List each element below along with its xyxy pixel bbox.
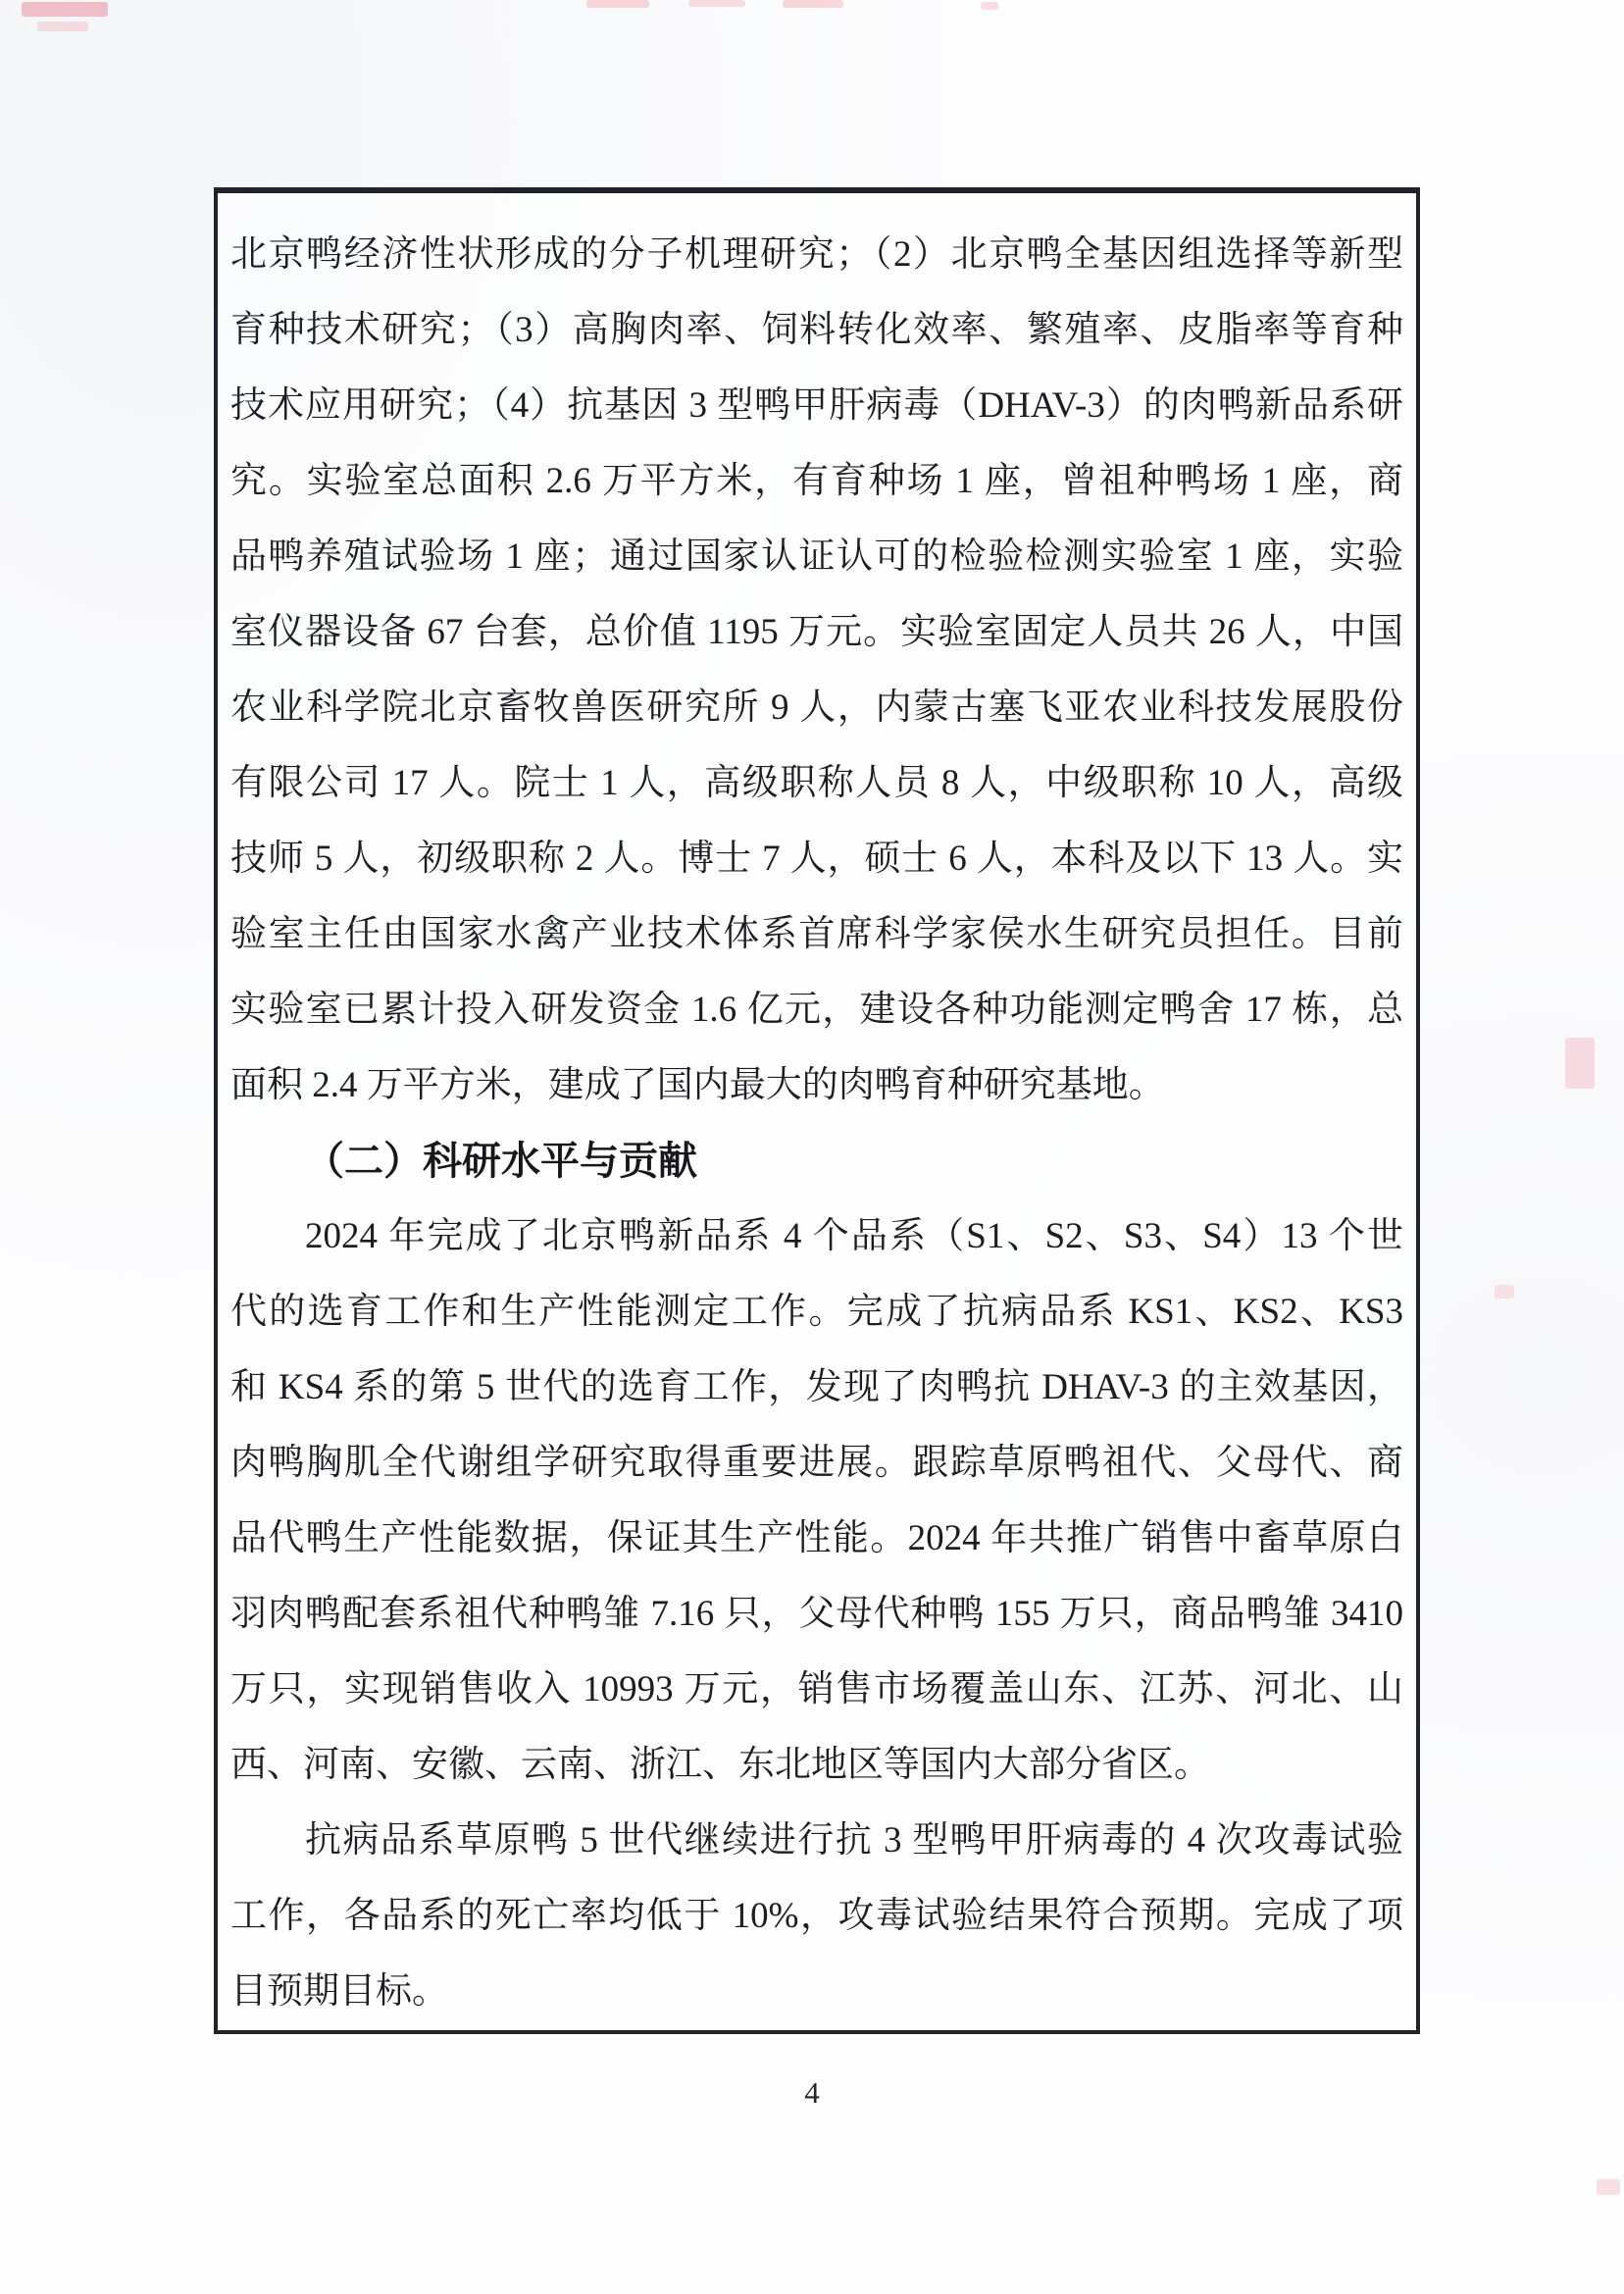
text-line: 目预期目标。 bbox=[230, 1971, 448, 2012]
scan-artifact bbox=[981, 2, 998, 10]
text-line: 实验室已累计投入研发资金 1.6 亿元，建设各种功能测定鸭舍 17 栋，总 bbox=[230, 990, 1403, 1030]
text-line: 北京鸭经济性状形成的分子机理研究；（2）北京鸭全基因组选择等新型 bbox=[230, 234, 1403, 275]
text-line: 肉鸭胸肌全代谢组学研究取得重要进展。跟踪草原鸭祖代、父母代、商 bbox=[230, 1443, 1403, 1483]
text-line: 西、河南、安徽、云南、浙江、东北地区等国内大部分省区。 bbox=[230, 1745, 1210, 1785]
scan-artifact bbox=[586, 0, 649, 8]
text-line: 究。实验室总面积 2.6 万平方米，有育种场 1 座，曾祖种鸭场 1 座，商 bbox=[230, 461, 1403, 501]
text-line: 羽肉鸭配套系祖代种鸭雏 7.16 只，父母代种鸭 155 万只，商品鸭雏 3410 bbox=[230, 1594, 1403, 1634]
text-line: 验室主任由国家水禽产业技术体系首席科学家侯水生研究员担任。目前 bbox=[230, 914, 1403, 954]
scan-artifact bbox=[1597, 2179, 1620, 2195]
text-line: 万只，实现销售收入 10993 万元，销售市场覆盖山东、江苏、河北、山 bbox=[230, 1669, 1403, 1709]
scan-artifact bbox=[37, 22, 88, 31]
scan-artifact bbox=[22, 2, 108, 17]
text-line: 技师 5 人，初级职称 2 人。博士 7 人，硕士 6 人，本科及以下 13 人。实 bbox=[230, 839, 1403, 879]
text-column bbox=[230, 217, 1403, 2029]
text-line: 面积 2.4 万平方米，建成了国内最大的肉鸭育种研究基地。 bbox=[230, 1065, 1165, 1105]
scan-artifact bbox=[1495, 1285, 1514, 1299]
text-line: 品鸭养殖试验场 1 座；通过国家认证认可的检验检测实验室 1 座，实验 bbox=[230, 536, 1403, 577]
scan-artifact bbox=[1565, 1038, 1595, 1089]
text-line: 有限公司 17 人。院士 1 人，高级职称人员 8 人，中级职称 10 人，高级 bbox=[230, 763, 1403, 803]
page-number: 4 bbox=[804, 2075, 820, 2110]
text-line: 代的选育工作和生产性能测定工作。完成了抗病品系 KS1、KS2、KS3 bbox=[230, 1292, 1403, 1332]
text-line: 抗病品系草原鸭 5 世代继续进行抗 3 型鸭甲肝病毒的 4 次攻毒试验 bbox=[305, 1820, 1403, 1861]
text-line: 育种技术研究；（3）高胸肉率、饲料转化效率、繁殖率、皮脂率等育种 bbox=[230, 310, 1403, 350]
section-heading: （二）科研水平与贡献 bbox=[305, 1139, 697, 1183]
scan-artifact bbox=[783, 0, 843, 8]
text-line: 室仪器设备 67 台套，总价值 1195 万元。实验室固定人员共 26 人，中国 bbox=[230, 612, 1403, 652]
text-line: 2024 年完成了北京鸭新品系 4 个品系（S1、S2、S3、S4）13 个世 bbox=[305, 1216, 1403, 1256]
text-line: 品代鸭生产性能数据，保证其生产性能。2024 年共推广销售中畜草原白 bbox=[230, 1518, 1403, 1558]
scan-artifact bbox=[688, 0, 745, 7]
text-border-box bbox=[214, 187, 1420, 2034]
text-line: 和 KS4 系的第 5 世代的选育工作，发现了肉鸭抗 DHAV-3 的主效基因， bbox=[230, 1367, 1403, 1407]
text-line: 工作，各品系的死亡率均低于 10%，攻毒试验结果符合预期。完成了项 bbox=[230, 1896, 1403, 1936]
text-line: 技术应用研究；（4）抗基因 3 型鸭甲肝病毒（DHAV-3）的肉鸭新品系研 bbox=[230, 385, 1403, 426]
text-line: 农业科学院北京畜牧兽医研究所 9 人，内蒙古塞飞亚农业科技发展股份 bbox=[230, 688, 1403, 728]
